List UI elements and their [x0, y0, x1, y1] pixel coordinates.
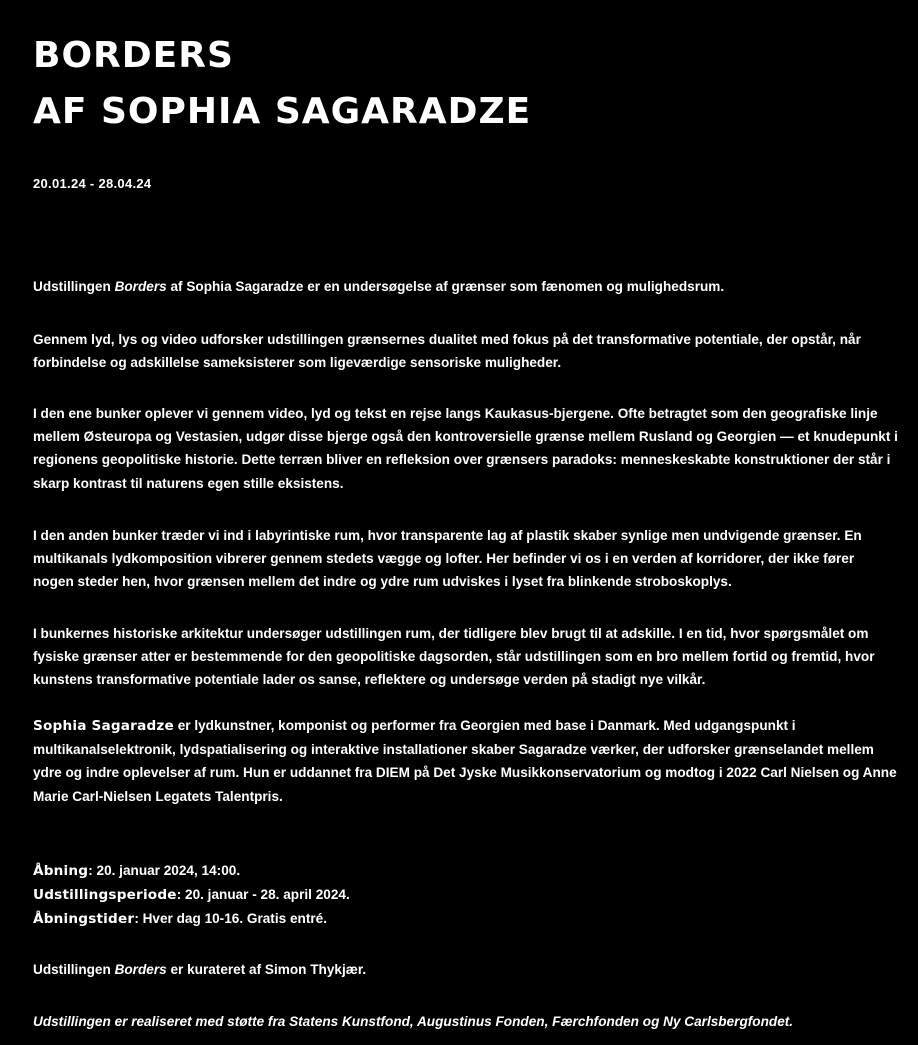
- support-credit: [33, 1010, 898, 1033]
- artist-name: Sophia Sagaradze: [33, 718, 174, 734]
- intro-before: Udstillingen: [33, 279, 115, 294]
- hours-value: : Hver dag 10-16. Gratis entré.: [134, 911, 327, 927]
- hours-label: Åbningstider: [33, 911, 135, 928]
- paragraph-bunker-two-text: I den anden bunker træder vi ind i labyrintiske rum, hvor transparente lag af plastik skaber synlige men undvigende grænser. En multikanals lydkomposition vibrerer gennem stedets vægge og lofter. Her befinder vi os i en verden af korridorer, der ikke fører nogen steder hen, hvor grænsen mellem det indre og ydre rum udviskes i lyset fra blinkende stroboskoplys.: [33, 528, 862, 590]
- period-label: Udstillingsperiode: [33, 887, 177, 904]
- paragraph-dualitet: [33, 328, 898, 374]
- title-line-2: AF SOPHIA SAGARADZE: [33, 91, 532, 132]
- opening-label: Åbning: [33, 863, 89, 879]
- intro-after: af Sophia Sagaradze er en undersøgelse af grænser som fænomen og mulighedsrum.: [166, 279, 725, 294]
- hours-line: [33, 907, 898, 931]
- paragraph-architecture-text: I bunkernes historiske arkitektur undersøger udstillingen rum, der tidligere blev brugt til at adskille. I en tid, hvor spørgsmålet om fysiske grænser atter er bestemmende for den geopolitiske dagsorden, står udstillingen som en bro mellem fortid og fremtid, hvor kunstens transformative potentiale lader os sanse, reflektere og undersøge verden på stadigt nye vilkår.: [33, 626, 875, 688]
- artist-bio-text: er lydkunstner, komponist og performer fra Georgien med base i Danmark. Med udgangspunkt i multikanalselektronik, lydspatialisering og interaktive installationer skaber Sagaradze værker, der udforsker grænselandet mellem ydre og indre oplevelser af rum. Hun er uddannet fra DIEM på Det Jyske Musikkonservatorium og modtog i 2022 Carl Nielsen og Anne Marie Carl-Nielsen Legatets Talentpris.: [33, 718, 897, 804]
- artist-bio: [33, 714, 898, 808]
- paragraph-dualitet-text: Gennem lyd, lys og video udforsker udstillingen grænsernes dualitet med fokus på det transformative potentiale, der opstår, når forbindelse og adskillelse sameksisterer som ligeværdige sensoriske muligheder.: [33, 332, 861, 371]
- intro-title: Borders: [114, 279, 167, 294]
- curator-before: Udstillingen: [33, 962, 115, 977]
- title-line-1: BORDERS: [33, 35, 234, 76]
- practical-info: [33, 859, 898, 932]
- paragraph-bunker-one: [33, 402, 898, 495]
- paragraph-architecture: [33, 622, 898, 692]
- intro-paragraph: [33, 275, 898, 298]
- curator-credit: [33, 958, 898, 981]
- exhibition-dates: 20.01.24 - 28.04.24: [33, 176, 152, 191]
- page-title: [33, 28, 531, 140]
- opening-line: [33, 859, 898, 883]
- paragraph-bunker-two: [33, 524, 898, 594]
- opening-value: : 20. januar 2024, 14:00.: [88, 863, 241, 878]
- curator-after: er kurateret af Simon Thykjær.: [166, 962, 367, 977]
- period-value: : 20. januar - 28. april 2024.: [176, 887, 350, 903]
- support-text: Udstillingen er realiseret med støtte fra Statens Kunstfond, Augustinus Fonden, Færchfonden og Ny Carlsbergfondet.: [33, 1014, 794, 1029]
- period-line: [33, 883, 898, 907]
- curator-title: Borders: [114, 962, 167, 977]
- paragraph-bunker-one-text: I den ene bunker oplever vi gennem video, lyd og tekst en rejse langs Kaukasus-bjergene. Ofte betragtet som den geografiske linje mellem Østeuropa og Vestasien, udgør disse bjerge også den kontroversielle grænse mellem Rusland og Georgien — et knudepunkt i regionens geopolitiske historie. Dette terræn bliver en refleksion over grænsers paradoks: menneskeskabte konstruktioner der står i skarp kontrast til naturens egen stille eksistens.: [33, 406, 898, 491]
